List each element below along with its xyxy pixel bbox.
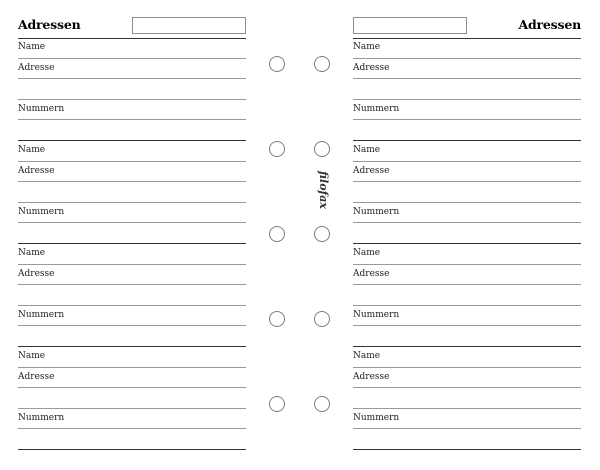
blank-row xyxy=(18,326,246,347)
name-label: Name xyxy=(18,42,46,52)
address-entry xyxy=(18,347,246,450)
name-row xyxy=(18,347,246,368)
name-row xyxy=(353,38,581,59)
name-row xyxy=(18,244,246,265)
address-row xyxy=(353,59,581,80)
name-label: Name xyxy=(18,145,46,155)
address-row xyxy=(353,368,581,389)
address-row xyxy=(18,368,246,389)
numbers-label: Nummern xyxy=(18,206,65,217)
brand-logo: filofax xyxy=(317,171,331,209)
punch-hole-right xyxy=(314,56,330,72)
address-label: Adresse xyxy=(18,165,55,176)
blank-row xyxy=(353,285,581,306)
address-entry xyxy=(353,244,581,347)
name-row xyxy=(353,347,581,368)
address-entry xyxy=(353,347,581,450)
punch-hole-right xyxy=(314,141,330,157)
numbers-label: Nummern xyxy=(18,412,65,423)
name-label: Name xyxy=(353,145,381,155)
numbers-row xyxy=(353,100,581,121)
name-label: Name xyxy=(353,248,381,258)
numbers-row xyxy=(353,409,581,430)
name-row xyxy=(353,141,581,162)
name-row xyxy=(353,244,581,265)
punch-hole-left xyxy=(269,56,285,72)
punch-hole-right xyxy=(314,396,330,412)
address-entry xyxy=(18,244,246,347)
blank-row xyxy=(18,223,246,244)
punch-hole-right xyxy=(314,226,330,242)
numbers-label: Nummern xyxy=(18,103,65,114)
blank-row xyxy=(18,182,246,203)
punch-hole-left xyxy=(269,141,285,157)
address-row xyxy=(18,59,246,80)
left-page-header xyxy=(18,14,246,38)
address-label: Adresse xyxy=(18,62,55,73)
blank-row xyxy=(18,429,246,450)
blank-row xyxy=(353,223,581,244)
address-label: Adresse xyxy=(353,62,390,73)
punch-hole-left xyxy=(269,311,285,327)
punch-hole-left xyxy=(269,396,285,412)
name-label: Name xyxy=(18,351,46,361)
address-row xyxy=(353,265,581,286)
address-entry xyxy=(18,38,246,141)
left-title-box xyxy=(132,17,246,34)
right-entries xyxy=(353,38,581,450)
blank-row xyxy=(18,285,246,306)
right-page-title: Adressen xyxy=(518,17,581,32)
blank-row xyxy=(18,120,246,141)
name-label: Name xyxy=(353,42,381,52)
right-page xyxy=(353,0,581,470)
numbers-row xyxy=(353,306,581,327)
blank-row xyxy=(353,388,581,409)
numbers-label: Nummern xyxy=(353,309,400,320)
name-label: Name xyxy=(18,248,46,258)
blank-row xyxy=(353,79,581,100)
numbers-row xyxy=(18,306,246,327)
right-page-header xyxy=(353,14,581,38)
address-entry xyxy=(18,141,246,244)
name-row xyxy=(18,38,246,59)
punch-hole-right xyxy=(314,311,330,327)
blank-row xyxy=(353,182,581,203)
numbers-label: Nummern xyxy=(353,103,400,114)
right-title-box xyxy=(353,17,467,34)
numbers-label: Nummern xyxy=(18,309,65,320)
address-row xyxy=(353,162,581,183)
blank-row xyxy=(353,326,581,347)
address-label: Adresse xyxy=(353,371,390,382)
address-entry xyxy=(353,141,581,244)
address-label: Adresse xyxy=(18,268,55,279)
left-page-title: Adressen xyxy=(18,17,81,32)
numbers-row xyxy=(18,100,246,121)
numbers-row xyxy=(18,409,246,430)
punch-hole-left xyxy=(269,226,285,242)
left-entries xyxy=(18,38,246,450)
name-label: Name xyxy=(353,351,381,361)
numbers-row xyxy=(18,203,246,224)
blank-row xyxy=(353,120,581,141)
name-row xyxy=(18,141,246,162)
address-row xyxy=(18,265,246,286)
numbers-label: Nummern xyxy=(353,206,400,217)
address-label: Adresse xyxy=(353,268,390,279)
address-label: Adresse xyxy=(18,371,55,382)
blank-row xyxy=(18,388,246,409)
blank-row xyxy=(353,429,581,450)
address-row xyxy=(18,162,246,183)
blank-row xyxy=(18,79,246,100)
numbers-label: Nummern xyxy=(353,412,400,423)
numbers-row xyxy=(353,203,581,224)
left-page xyxy=(18,0,246,470)
address-entry xyxy=(353,38,581,141)
address-label: Adresse xyxy=(353,165,390,176)
